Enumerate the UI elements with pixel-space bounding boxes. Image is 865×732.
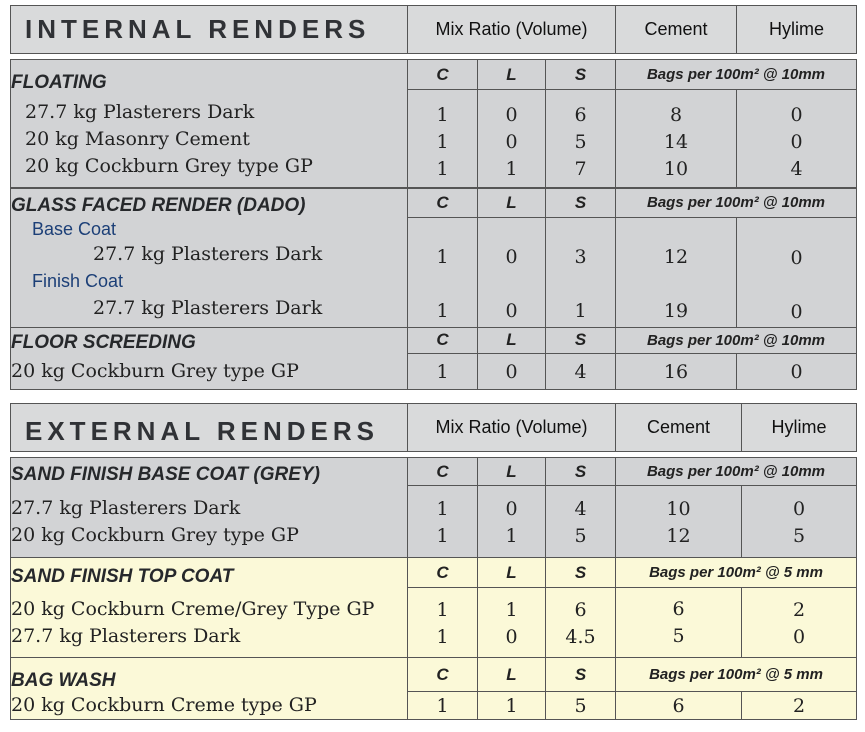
cement-header: Cement (616, 6, 737, 54)
screed-s: 4 (546, 354, 616, 390)
base-coat-s: 5 (574, 524, 587, 547)
bags-header: Bags per 100m² @ 5 mm (616, 658, 857, 692)
bag-wash-s: 5 (546, 692, 616, 720)
finish-coat-item: 27.7 kg Plasterers Dark (93, 297, 323, 319)
base-coat-item: 27.7 kg Plasterers Dark (93, 243, 323, 265)
floating-item-name: 20 kg Cockburn Grey type GP (25, 155, 313, 177)
bag-wash-title: BAG WASH (11, 658, 408, 692)
l-header: L (478, 458, 546, 486)
s-header: S (546, 189, 616, 218)
glass-rows (11, 217, 857, 327)
external-header-row (11, 404, 857, 452)
top-coat-c: 1 (436, 625, 449, 648)
top-coat-s: 6 (574, 598, 587, 621)
bag-wash-hylime: 2 (742, 692, 857, 720)
mix-ratio-header: Mix Ratio (Volume) (408, 404, 616, 452)
floating-hylime: 0 (790, 131, 803, 153)
top-coat-l: 0 (505, 625, 518, 648)
bag-wash-c: 1 (408, 692, 478, 720)
external-renders-table (10, 403, 857, 720)
glass-c: 1 (436, 299, 449, 322)
floating-c: 1 (436, 158, 449, 180)
screed-section-header (11, 327, 857, 354)
top-coat-l: 1 (505, 598, 518, 621)
s-header: S (546, 558, 616, 588)
glass-l: 0 (505, 245, 518, 268)
base-coat-c: 1 (436, 497, 449, 520)
bags-header: Bags per 100m² @ 10mm (616, 327, 857, 354)
floating-l: 0 (505, 104, 518, 126)
glass-s: 1 (574, 299, 587, 322)
bag-wash-l: 1 (478, 692, 546, 720)
l-header: L (478, 558, 546, 588)
hylime-header: Hylime (742, 404, 857, 452)
l-header: L (478, 327, 546, 354)
base-coat-l: 0 (505, 497, 518, 520)
bag-wash-cement: 6 (616, 692, 742, 720)
s-header: S (546, 458, 616, 486)
glass-l: 0 (505, 299, 518, 322)
glass-title: GLASS FACED RENDER (DADO) (11, 189, 408, 218)
top-coat-item-name: 27.7 kg Plasterers Dark (11, 625, 241, 648)
base-coat-item-name: 20 kg Cockburn Grey type GP (11, 524, 299, 547)
top-coat-title: SAND FINISH TOP COAT (11, 558, 408, 588)
floating-title: FLOATING (11, 60, 408, 188)
c-header: C (408, 189, 478, 218)
s-header: S (546, 327, 616, 354)
floating-cement: 14 (663, 131, 689, 153)
floating-hylime: 0 (790, 104, 803, 126)
floating-item-name: 20 kg Masonry Cement (25, 128, 250, 150)
base-coat-c: 1 (436, 524, 449, 547)
glass-cement: 12 (663, 245, 689, 268)
screed-l: 0 (478, 354, 546, 390)
external-renders-title: EXTERNAL RENDERS (11, 404, 408, 452)
s-header: S (546, 60, 616, 90)
floating-section-header (11, 60, 857, 90)
internal-renders-title: INTERNAL RENDERS (11, 6, 408, 54)
base-coat-s: 4 (574, 497, 587, 520)
floating-item-name: 27.7 kg Plasterers Dark (25, 101, 255, 123)
c-header: C (408, 458, 478, 486)
floating-items (25, 99, 313, 180)
l-header: L (478, 658, 546, 692)
top-coat-section-header (11, 558, 857, 588)
hylime-header: Hylime (737, 6, 857, 54)
bags-header: Bags per 100m² @ 10mm (616, 189, 857, 218)
base-coat-label: Base Coat (32, 219, 117, 239)
c-header: C (408, 658, 478, 692)
screed-c: 1 (408, 354, 478, 390)
c-header: C (408, 327, 478, 354)
base-coat-rows (11, 486, 857, 558)
glass-c: 1 (436, 245, 449, 268)
floating-s: 6 (574, 104, 587, 126)
bag-wash-item: 20 kg Cockburn Creme type GP (11, 692, 408, 720)
screed-title: FLOOR SCREEDING (11, 327, 408, 354)
top-coat-cement: 5 (672, 624, 685, 647)
base-coat-l: 1 (505, 524, 518, 547)
bags-header: Bags per 100m² @ 5 mm (616, 558, 857, 588)
floating-l: 0 (505, 131, 518, 153)
bags-header: Bags per 100m² @ 10mm (616, 60, 857, 90)
floating-cement: 10 (663, 158, 689, 180)
floating-s: 5 (574, 131, 587, 153)
glass-hylime: 0 (790, 300, 803, 323)
cement-header: Cement (616, 404, 742, 452)
screed-cement: 16 (616, 354, 737, 390)
mix-ratio-header: Mix Ratio (Volume) (408, 6, 616, 54)
base-coat-cement: 12 (666, 524, 691, 547)
top-coat-hylime: 2 (792, 598, 806, 621)
screed-hylime: 0 (737, 354, 857, 390)
bag-wash-row (11, 692, 857, 720)
top-coat-cement: 6 (672, 597, 685, 620)
bags-header: Bags per 100m² @ 10mm (616, 458, 857, 486)
base-coat-section-header (11, 458, 857, 486)
internal-header-row (11, 6, 857, 54)
c-header: C (408, 558, 478, 588)
top-coat-item-name: 20 kg Cockburn Creme/Grey Type GP (11, 598, 375, 621)
floating-c: 1 (436, 131, 449, 153)
top-coat-c: 1 (436, 598, 449, 621)
base-coat-hylime: 5 (792, 524, 806, 547)
base-coat-item-name: 27.7 kg Plasterers Dark (11, 497, 241, 520)
floating-cement: 8 (669, 104, 683, 126)
top-coat-hylime: 0 (792, 625, 806, 648)
screed-row (11, 354, 857, 390)
bag-wash-section-header (11, 658, 857, 692)
glass-cement: 19 (663, 299, 689, 322)
finish-coat-label: Finish Coat (32, 271, 124, 291)
glass-screed-table (10, 188, 857, 390)
floating-s: 7 (574, 158, 587, 180)
floating-c: 1 (436, 104, 449, 126)
screed-item: 20 kg Cockburn Grey type GP (11, 354, 408, 390)
base-coat-title: SAND FINISH BASE COAT (GREY) (11, 458, 408, 486)
floating-hylime: 4 (790, 158, 803, 180)
base-coat-cement: 10 (666, 497, 691, 520)
top-coat-s: 4.5 (565, 625, 596, 648)
glass-section-header (11, 189, 857, 218)
base-coat-hylime: 0 (792, 497, 806, 520)
c-header: C (408, 60, 478, 90)
glass-s: 3 (574, 245, 587, 268)
floating-l: 1 (505, 158, 518, 180)
top-coat-rows (11, 588, 857, 658)
l-header: L (478, 60, 546, 90)
glass-hylime: 0 (790, 246, 803, 269)
l-header: L (478, 189, 546, 218)
s-header: S (546, 658, 616, 692)
